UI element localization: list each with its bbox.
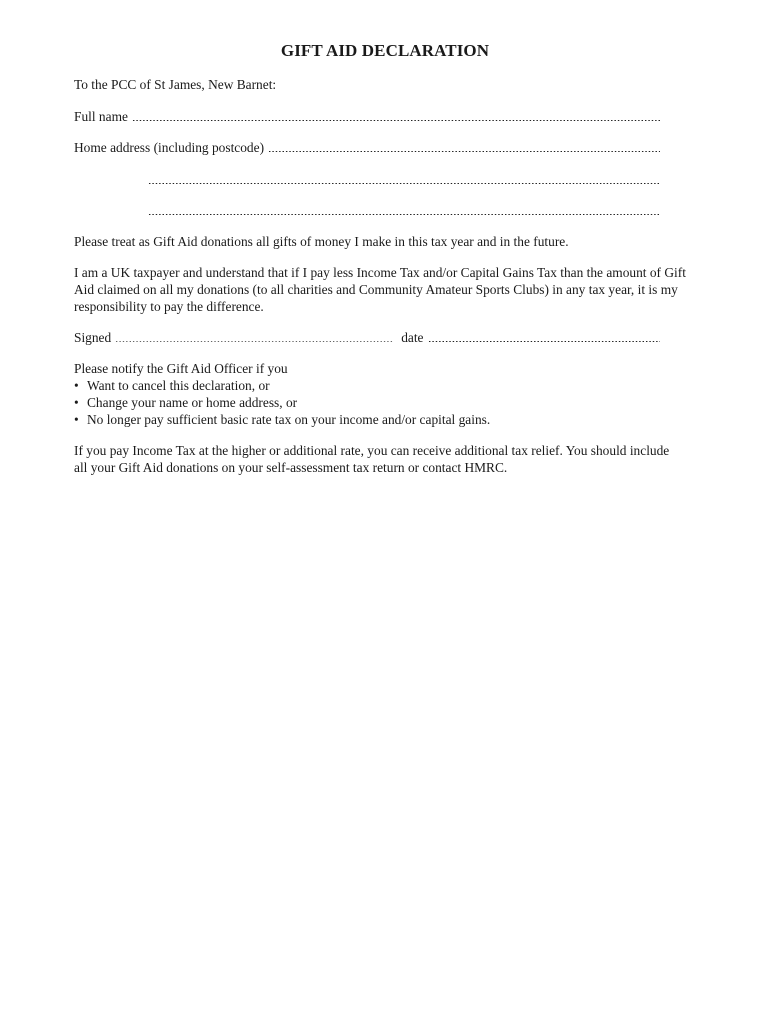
higher-rate-note: If you pay Income Tax at the higher or additional rate, you can receive additional tax relief. You should include all your Gift Aid donations on your self-assessment tax return or contact HMRC. [74, 443, 670, 475]
notify-item-text: Want to cancel this declaration, or [87, 378, 270, 393]
date-label: date [401, 330, 424, 345]
home-address-line-3[interactable] [148, 202, 660, 219]
list-item [74, 377, 490, 394]
home-address-label: Home address (including postcode) [74, 140, 265, 155]
notify-heading: Please notify the Gift Aid Officer if you [74, 361, 288, 376]
home-address-line-2[interactable] [148, 171, 660, 188]
taxpayer-statement: I am a UK taxpayer and understand that if I pay less Income Tax and/or Capital Gains Tax than the amount of Gift Aid claimed on all my donations (to all charities and Community Amateur Sports Clubs) in any tax year, it is my responsibility to pay the difference. [74, 265, 686, 314]
home-address-dotted-line-1[interactable] [268, 151, 660, 152]
home-address-dotted-line-2[interactable] [148, 183, 660, 184]
signature-row[interactable] [74, 329, 660, 346]
signed-label: Signed [74, 330, 112, 345]
treat-statement: Please treat as Gift Aid donations all gifts of money I make in this tax year and in the future. [74, 234, 569, 249]
addressee-line: To the PCC of St James, New Barnet: [74, 77, 277, 92]
date-dotted-line[interactable] [428, 341, 660, 342]
full-name-field[interactable] [74, 108, 660, 125]
document-title: GIFT AID DECLARATION [280, 41, 490, 60]
home-address-field[interactable] [74, 139, 660, 156]
notify-item-text: Change your name or home address, or [87, 395, 298, 410]
bullet-icon: • [74, 395, 79, 410]
list-item [74, 394, 490, 411]
signature-dotted-line[interactable] [115, 341, 393, 342]
list-item [74, 411, 490, 428]
home-address-dotted-line-3[interactable] [148, 214, 660, 215]
full-name-dotted-line[interactable] [132, 120, 660, 121]
full-name-label: Full name [74, 109, 128, 124]
notify-list [74, 377, 490, 428]
bullet-icon: • [74, 412, 79, 427]
notify-item-text: No longer pay sufficient basic rate tax on your income and/or capital gains. [87, 412, 491, 427]
bullet-icon: • [74, 378, 79, 393]
